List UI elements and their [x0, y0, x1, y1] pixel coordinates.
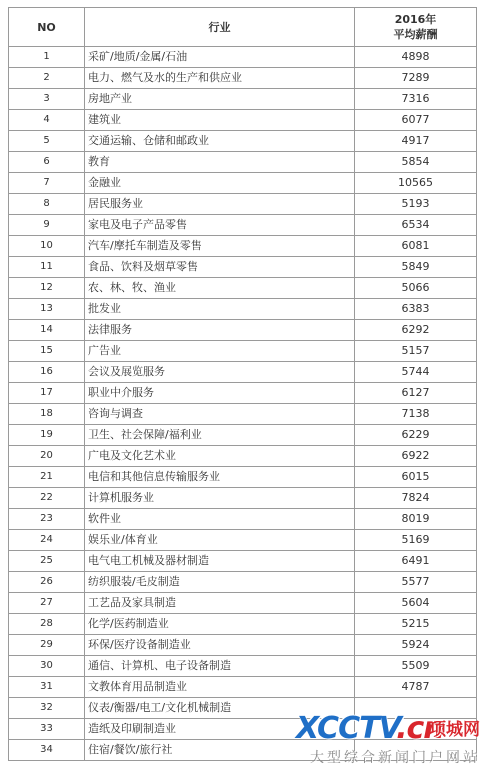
table-row [9, 47, 477, 68]
row-industry: 职业中介服务 [85, 383, 355, 404]
table-row [9, 572, 477, 593]
row-salary: 5066 [355, 278, 477, 299]
row-number: 16 [9, 362, 85, 383]
row-salary: 5169 [355, 530, 477, 551]
row-number: 8 [9, 194, 85, 215]
table-row [9, 446, 477, 467]
row-salary: 4787 [355, 677, 477, 698]
header-salary-label: 平均薪酬 [393, 28, 438, 41]
row-industry: 会议及展览服务 [85, 362, 355, 383]
table-header-row [9, 8, 477, 47]
row-salary: 7824 [355, 488, 477, 509]
table-row [9, 677, 477, 698]
row-number: 18 [9, 404, 85, 425]
watermark-logo-suffix: .cn [396, 711, 444, 746]
row-industry: 计算机服务业 [85, 488, 355, 509]
table-row [9, 614, 477, 635]
table-row [9, 698, 477, 719]
row-industry: 广电及文化艺术业 [85, 446, 355, 467]
watermark-logo-main: XCCTV [296, 711, 397, 746]
row-industry: 纺织服装/毛皮制造 [85, 572, 355, 593]
row-salary: 8019 [355, 509, 477, 530]
row-number: 20 [9, 446, 85, 467]
row-industry: 汽车/摩托车制造及零售 [85, 236, 355, 257]
row-salary: 5215 [355, 614, 477, 635]
table-row [9, 278, 477, 299]
row-salary: 4898 [355, 47, 477, 68]
table-row [9, 509, 477, 530]
table-row [9, 152, 477, 173]
row-number: 31 [9, 677, 85, 698]
row-industry: 住宿/餐饮/旅行社 [85, 740, 355, 761]
row-industry: 仪表/衡器/电工/文化机械制造 [85, 698, 355, 719]
row-salary [355, 719, 477, 740]
row-number: 24 [9, 530, 85, 551]
row-salary: 6534 [355, 215, 477, 236]
row-number: 19 [9, 425, 85, 446]
row-salary: 5604 [355, 593, 477, 614]
table-row [9, 719, 477, 740]
row-industry: 卫生、社会保障/福利业 [85, 425, 355, 446]
row-industry: 通信、计算机、电子设备制造 [85, 656, 355, 677]
row-number: 26 [9, 572, 85, 593]
row-industry: 金融业 [85, 173, 355, 194]
row-number: 13 [9, 299, 85, 320]
table-row [9, 635, 477, 656]
row-number: 1 [9, 47, 85, 68]
table-row [9, 257, 477, 278]
table-row [9, 404, 477, 425]
table-row [9, 110, 477, 131]
table-row [9, 530, 477, 551]
table-row [9, 740, 477, 761]
row-salary: 10565 [355, 173, 477, 194]
row-number: 32 [9, 698, 85, 719]
row-number: 23 [9, 509, 85, 530]
header-no: NO [9, 8, 85, 47]
row-number: 14 [9, 320, 85, 341]
row-industry: 工艺品及家具制造 [85, 593, 355, 614]
row-number: 22 [9, 488, 85, 509]
row-number: 10 [9, 236, 85, 257]
row-number: 5 [9, 131, 85, 152]
row-salary: 6077 [355, 110, 477, 131]
row-number: 27 [9, 593, 85, 614]
row-number: 30 [9, 656, 85, 677]
row-salary: 6127 [355, 383, 477, 404]
row-industry: 咨询与调查 [85, 404, 355, 425]
table-row [9, 131, 477, 152]
row-industry: 造纸及印刷制造业 [85, 719, 355, 740]
table-body [9, 47, 477, 761]
row-industry: 食品、饮料及烟草零售 [85, 257, 355, 278]
row-industry: 广告业 [85, 341, 355, 362]
row-salary: 7289 [355, 68, 477, 89]
row-industry: 家电及电子产品零售 [85, 215, 355, 236]
row-number: 9 [9, 215, 85, 236]
row-salary: 6491 [355, 551, 477, 572]
row-number: 15 [9, 341, 85, 362]
row-industry: 文教体育用品制造业 [85, 677, 355, 698]
row-number: 21 [9, 467, 85, 488]
row-industry: 环保/医疗设备制造业 [85, 635, 355, 656]
row-industry: 农、林、牧、渔业 [85, 278, 355, 299]
row-number: 6 [9, 152, 85, 173]
row-salary: 5509 [355, 656, 477, 677]
row-salary: 7316 [355, 89, 477, 110]
table-row [9, 68, 477, 89]
row-industry: 法律服务 [85, 320, 355, 341]
row-industry: 交通运输、仓储和邮政业 [85, 131, 355, 152]
row-industry: 采矿/地质/金属/石油 [85, 47, 355, 68]
table-row [9, 320, 477, 341]
table-row [9, 467, 477, 488]
row-salary: 6015 [355, 467, 477, 488]
table-row [9, 236, 477, 257]
table-row [9, 173, 477, 194]
row-industry: 娱乐业/体育业 [85, 530, 355, 551]
row-industry: 房地产业 [85, 89, 355, 110]
row-industry: 电信和其他信息传输服务业 [85, 467, 355, 488]
row-industry: 电力、燃气及水的生产和供应业 [85, 68, 355, 89]
row-salary: 6292 [355, 320, 477, 341]
row-salary: 6383 [355, 299, 477, 320]
table-row [9, 89, 477, 110]
table-row [9, 593, 477, 614]
row-salary [355, 740, 477, 761]
row-number: 34 [9, 740, 85, 761]
row-salary: 5854 [355, 152, 477, 173]
header-salary-year: 2016年 [394, 13, 437, 26]
table-row [9, 194, 477, 215]
header-industry: 行业 [85, 8, 355, 47]
row-salary: 6081 [355, 236, 477, 257]
row-number: 12 [9, 278, 85, 299]
row-salary: 5849 [355, 257, 477, 278]
row-salary: 5924 [355, 635, 477, 656]
row-number: 11 [9, 257, 85, 278]
watermark-subtitle: 大型综合新闻门户网站 [310, 750, 480, 766]
row-number: 17 [9, 383, 85, 404]
row-number: 4 [9, 110, 85, 131]
row-salary: 6229 [355, 425, 477, 446]
table-row [9, 362, 477, 383]
row-salary [355, 698, 477, 719]
row-number: 7 [9, 173, 85, 194]
row-number: 2 [9, 68, 85, 89]
row-number: 28 [9, 614, 85, 635]
row-number: 25 [9, 551, 85, 572]
table-row [9, 341, 477, 362]
row-industry: 软件业 [85, 509, 355, 530]
row-salary: 7138 [355, 404, 477, 425]
row-salary: 4917 [355, 131, 477, 152]
row-industry: 建筑业 [85, 110, 355, 131]
table-row [9, 383, 477, 404]
row-number: 33 [9, 719, 85, 740]
table-row [9, 656, 477, 677]
salary-table [8, 7, 477, 761]
row-number: 3 [9, 89, 85, 110]
row-salary: 5157 [355, 341, 477, 362]
table-row [9, 488, 477, 509]
table-row [9, 299, 477, 320]
table-row [9, 551, 477, 572]
row-industry: 教育 [85, 152, 355, 173]
row-industry: 化学/医药制造业 [85, 614, 355, 635]
row-salary: 5744 [355, 362, 477, 383]
watermark-site-name: 项城网 [429, 720, 480, 740]
row-industry: 居民服务业 [85, 194, 355, 215]
row-industry: 电气电工机械及器材制造 [85, 551, 355, 572]
row-salary: 5577 [355, 572, 477, 593]
row-industry: 批发业 [85, 299, 355, 320]
table-row [9, 215, 477, 236]
row-salary: 6922 [355, 446, 477, 467]
row-number: 29 [9, 635, 85, 656]
row-salary: 5193 [355, 194, 477, 215]
header-salary [355, 8, 477, 47]
table-row [9, 425, 477, 446]
